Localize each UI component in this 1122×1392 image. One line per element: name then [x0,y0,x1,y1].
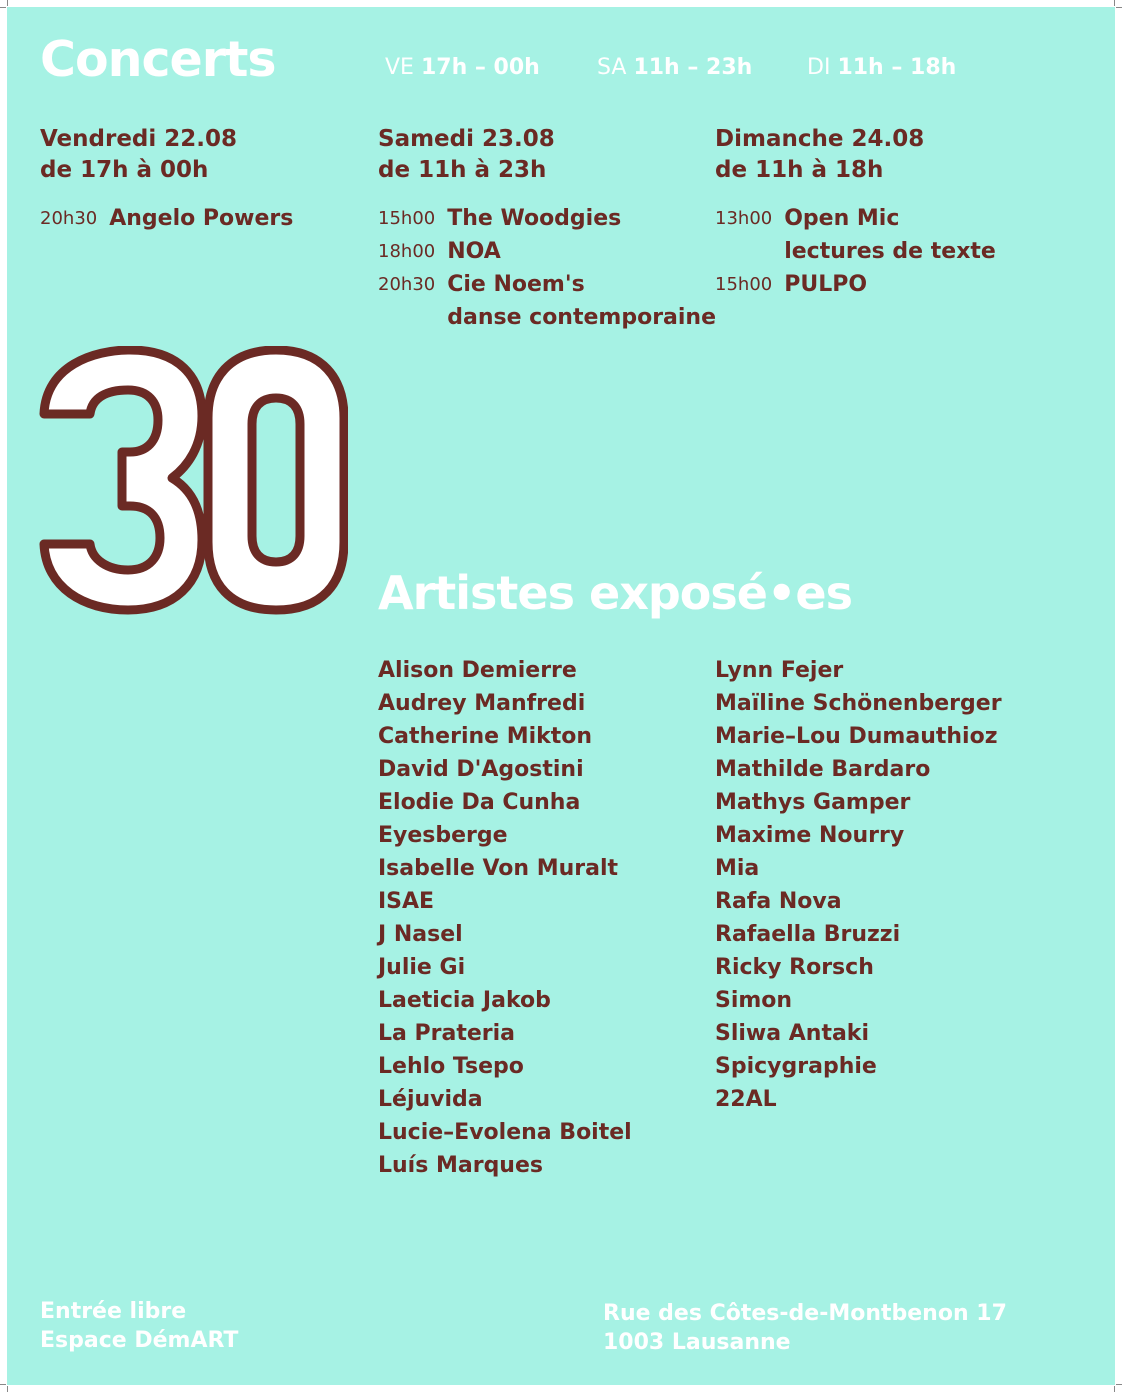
poster [7,7,1115,1385]
crop-mark [7,1386,8,1392]
artist-name: ISAE [378,889,435,914]
numeral-zero-shape [208,350,344,610]
artists-list-right [715,654,1002,1116]
slot-time: 20h30 [40,208,98,229]
slot-subtitle: danse contemporaine [447,305,717,330]
artist-name: Alison Demierre [378,658,577,683]
hours-range: 11h – 18h [837,55,957,80]
slot-subtitle: lectures de texte [784,239,996,264]
crop-mark [1114,1386,1115,1392]
slot-time: 20h30 [378,274,436,295]
day-name: Vendredi 22.08 [40,126,238,152]
hours-day: SA [597,55,627,80]
crop-mark [7,0,8,6]
slot-time: 15h00 [715,274,773,295]
day-column-saturday [378,124,716,334]
artist-name: Maïline Schönenberger [715,691,1002,716]
artist-name: Isabelle Von Muralt [378,856,619,881]
hours-friday [385,55,540,80]
artist-name: Sliwa Antaki [715,1021,869,1046]
crop-mark [0,7,6,8]
hours-saturday [597,55,752,80]
concert-slot [715,202,996,268]
concert-slot [715,268,996,301]
numeral-three-shape [44,350,202,610]
artist-name: David D'Agostini [378,757,584,782]
artist-name: Simon [715,988,793,1013]
artist-name: J Nasel [378,922,463,947]
slot-act: The Woodgies [447,206,622,231]
slot-time: 15h00 [378,208,436,229]
artist-name: Laeticia Jakob [378,988,551,1013]
artist-name: Lehlo Tsepo [378,1054,524,1079]
artist-name: Eyesberge [378,823,508,848]
hours-range: 11h – 23h [633,55,753,80]
concert-slot [378,202,716,235]
hours-sunday [807,55,956,80]
artist-name: Catherine Mikton [378,724,593,749]
artist-name: Rafa Nova [715,889,842,914]
artist-name: Elodie Da Cunha [378,790,581,815]
crop-mark [0,1384,6,1385]
slot-time: 18h00 [378,241,436,262]
crop-mark [1116,1384,1122,1385]
crop-mark [1116,7,1122,8]
artist-name: Julie Gi [378,955,466,980]
artists-title: Artistes exposé•es [378,566,852,620]
day-span: de 11h à 18h [715,157,884,183]
day-span: de 11h à 23h [378,157,547,183]
logo-numeral-text: 30 [38,346,40,347]
footer-address [603,1299,1007,1357]
entry-free: Entrée libre [40,1299,187,1324]
artist-name: Audrey Manfredi [378,691,586,716]
address-street: Rue des Côtes-de-Montbenon 17 [603,1301,1007,1326]
day-name: Dimanche 24.08 [715,126,925,152]
artist-name: Ricky Rorsch [715,955,874,980]
artist-name: Rafaella Bruzzi [715,922,901,947]
concerts-title: Concerts [40,31,276,88]
artist-name: 22AL [715,1087,777,1112]
slot-act: Angelo Powers [109,206,294,231]
day-column-friday [40,124,293,235]
day-column-sunday [715,124,996,301]
footer-entry [40,1297,238,1355]
artist-name: Mia [715,856,760,881]
venue-name: Espace DémART [40,1328,239,1353]
concert-slot [378,235,716,268]
artists-list-left [378,654,632,1182]
hours-day: VE [385,55,414,80]
artist-name: Lucie–Evolena Boitel [378,1120,632,1145]
slot-act: PULPO [784,272,868,297]
artist-name: Lynn Fejer [715,658,844,683]
artist-name: Mathys Gamper [715,790,911,815]
slot-time: 13h00 [715,208,773,229]
crop-mark [1114,0,1115,6]
concert-slot [40,202,293,235]
artist-name: Léjuvida [378,1087,483,1112]
hours-range: 17h – 00h [420,55,540,80]
day-name: Samedi 23.08 [378,126,555,152]
artist-name: Mathilde Bardaro [715,757,931,782]
day-span: de 17h à 00h [40,157,209,183]
hours-day: DI [807,55,831,80]
slot-act: Cie Noem's [447,272,585,297]
artist-name: La Prateria [378,1021,516,1046]
artist-name: Maxime Nourry [715,823,905,848]
slot-act: Open Mic [784,206,900,231]
artist-name: Luís Marques [378,1153,543,1178]
address-city: 1003 Lausanne [603,1330,791,1355]
slot-act: NOA [447,239,501,264]
concert-slot [378,268,716,334]
artist-name: Marie–Lou Dumauthioz [715,724,998,749]
anniversary-30-logo [38,346,348,616]
artist-name: Spicygraphie [715,1054,877,1079]
